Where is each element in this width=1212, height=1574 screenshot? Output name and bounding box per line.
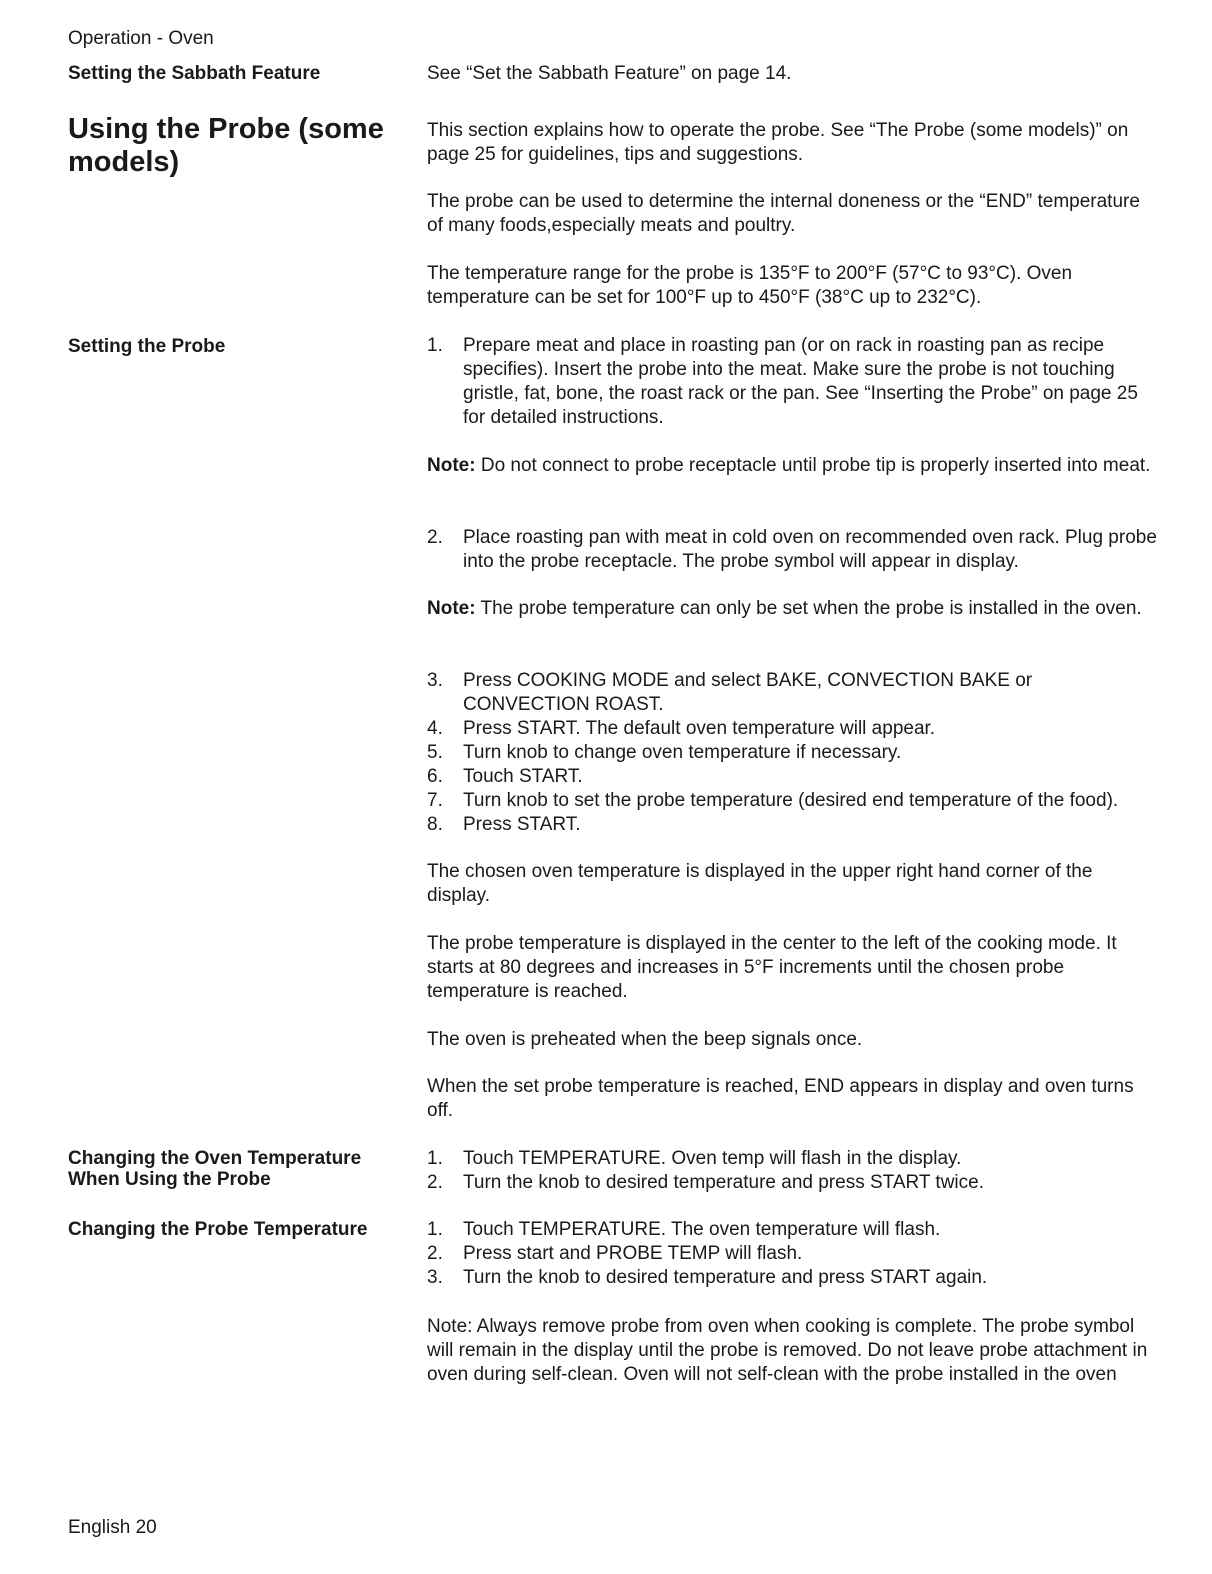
step-number: 4. — [427, 718, 443, 739]
step-text: Turn the knob to desired temperature and press START again. — [463, 1267, 988, 1288]
step-text: Touch TEMPERATURE. The oven temperature will flash. — [463, 1219, 941, 1240]
list-item — [427, 1266, 1157, 1290]
step-number: 1. — [427, 1219, 443, 1240]
list-item — [427, 1218, 1157, 1242]
step-number: 5. — [427, 742, 443, 763]
probe-intro-paragraph: This section explains how to operate the probe. See “The Probe (some models)” on page 25 for guidelines, tips and suggestions. — [427, 120, 1129, 165]
list-item — [427, 789, 1157, 813]
step-number: 2. — [427, 527, 443, 548]
note-paragraph-1 — [427, 454, 1157, 478]
probe-range-paragraph: The temperature range for the probe is 135°F to 200°F (57°C to 93°C). Oven temperature can be set for 100°F up to 450°F (38°C up to 232°C). — [427, 263, 1073, 308]
note-label: Note: — [427, 598, 476, 619]
probe-temp-paragraph: The probe temperature is displayed in the center to the left of the cooking mode. It starts at 80 degrees and increases in 5°F increments until the chosen probe temperature is reached. — [427, 933, 1117, 1002]
step-list-4 — [427, 1147, 1157, 1195]
final-note-paragraph: Note: Always remove probe from oven when cooking is complete. The probe symbol will remain in the display until the probe is removed. Do not leave probe attachment in oven during self-clean. Oven will not self-clean with the probe installed in the oven — [427, 1316, 1148, 1385]
step-text: Press start and PROBE TEMP will flash. — [463, 1243, 803, 1264]
step-number: 1. — [427, 1148, 443, 1169]
step-number: 3. — [427, 670, 443, 691]
step-number: 7. — [427, 790, 443, 811]
step-number: 3. — [427, 1267, 443, 1288]
step-list-2 — [427, 526, 1157, 574]
list-item — [427, 1171, 1157, 1195]
change-oven-temp-heading: Changing the Oven Temperature When Using the Probe — [68, 1148, 362, 1190]
step-list-3 — [427, 669, 1157, 837]
step-number: 1. — [427, 335, 443, 356]
step-list-1 — [427, 334, 1157, 430]
probe-doneness-paragraph: The probe can be used to determine the internal doneness or the “END” temperature of many foods,especially meats and poultry. — [427, 191, 1140, 236]
step-text: Press START. The default oven temperature will appear. — [463, 718, 936, 739]
setting-probe-heading: Setting the Probe — [68, 336, 226, 357]
step-text: Touch START. — [463, 766, 583, 787]
note-paragraph-2 — [427, 597, 1157, 621]
step-text: Place roasting pan with meat in cold oven on recommended oven rack. Plug probe into the probe receptacle. The probe symbol will appear in display. — [463, 527, 1157, 572]
list-item — [427, 765, 1157, 789]
step-number: 8. — [427, 814, 443, 835]
page-footer: English 20 — [68, 1517, 157, 1538]
probe-section-title: Using the Probe (some models) — [68, 113, 384, 178]
list-item — [427, 669, 1157, 717]
step-number: 6. — [427, 766, 443, 787]
list-item — [427, 334, 1157, 430]
step-text: Prepare meat and place in roasting pan (or on rack in roasting pan as recipe specifies). Insert the probe into the meat. Make sure the probe is not touching gristle, fat, bone, the roast rack or the pan. See “Inserting the Probe” on page 25 for detailed instructions. — [463, 335, 1138, 428]
sabbath-heading: Setting the Sabbath Feature — [68, 63, 321, 84]
sabbath-text: See “Set the Sabbath Feature” on page 14. — [427, 63, 792, 84]
change-probe-temp-heading: Changing the Probe Temperature — [68, 1219, 368, 1240]
step-text: Press COOKING MODE and select BAKE, CONVECTION BAKE or CONVECTION ROAST. — [463, 670, 1033, 715]
note-text: Do not connect to probe receptacle until probe tip is properly inserted into meat. — [475, 455, 1151, 476]
list-item — [427, 526, 1157, 574]
list-item — [427, 813, 1157, 837]
step-text: Turn knob to set the probe temperature (desired end temperature of the food). — [463, 790, 1119, 811]
note-text: The probe temperature can only be set when the probe is installed in the oven. — [475, 598, 1142, 619]
step-text: Turn knob to change oven temperature if necessary. — [463, 742, 902, 763]
list-item — [427, 717, 1157, 741]
list-item — [427, 1147, 1157, 1171]
step-text: Touch TEMPERATURE. Oven temp will flash in the display. — [463, 1148, 962, 1169]
step-number: 2. — [427, 1172, 443, 1193]
step-text: Press START. — [463, 814, 581, 835]
list-item — [427, 1242, 1157, 1266]
step-number: 2. — [427, 1243, 443, 1264]
display-paragraph: The chosen oven temperature is displayed in the upper right hand corner of the display. — [427, 861, 1093, 906]
note-label: Note: — [427, 455, 476, 476]
step-list-5 — [427, 1218, 1157, 1290]
page-header: Operation - Oven — [68, 28, 214, 49]
list-item — [427, 741, 1157, 765]
step-text: Turn the knob to desired temperature and press START twice. — [463, 1172, 984, 1193]
end-paragraph: When the set probe temperature is reached, END appears in display and oven turns off. — [427, 1076, 1134, 1121]
preheat-paragraph: The oven is preheated when the beep signals once. — [427, 1029, 863, 1050]
